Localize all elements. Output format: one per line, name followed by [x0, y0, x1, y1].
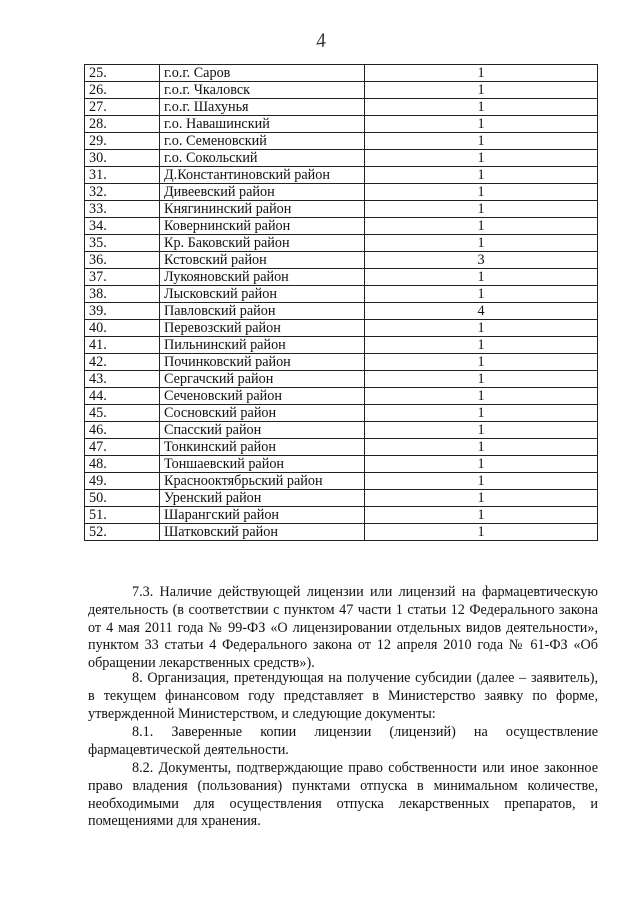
- value-cell: 1: [365, 99, 598, 116]
- row-number-cell: 30.: [85, 150, 160, 167]
- value-cell: 1: [365, 269, 598, 286]
- value-cell: 1: [365, 524, 598, 541]
- value-cell: 1: [365, 354, 598, 371]
- district-name-cell: Лукояновский район: [160, 269, 365, 286]
- value-cell: 1: [365, 167, 598, 184]
- row-number-cell: 43.: [85, 371, 160, 388]
- table-row: [85, 269, 598, 286]
- row-number-cell: 49.: [85, 473, 160, 490]
- row-number-cell: 26.: [85, 82, 160, 99]
- district-name-cell: Ковернинский район: [160, 218, 365, 235]
- value-cell: 1: [365, 371, 598, 388]
- district-name-cell: Уренский район: [160, 490, 365, 507]
- row-number-cell: 44.: [85, 388, 160, 405]
- row-number-cell: 48.: [85, 456, 160, 473]
- district-name-cell: Кстовский район: [160, 252, 365, 269]
- table-row: [85, 439, 598, 456]
- district-name-cell: Краснооктябрьский район: [160, 473, 365, 490]
- value-cell: 1: [365, 218, 598, 235]
- value-cell: 3: [365, 252, 598, 269]
- row-number-cell: 41.: [85, 337, 160, 354]
- value-cell: 1: [365, 337, 598, 354]
- table-row: [85, 473, 598, 490]
- row-number-cell: 33.: [85, 201, 160, 218]
- paragraph-8-2: 8.2. Документы, подтверждающие право собственности или иное законное право владения (пользования) пунктами отпуска в минимальном количестве, необходимыми для осуществления отпуска лекарственных препаратов, и помещениями для хранения.: [88, 760, 598, 830]
- district-name-cell: г.о.г. Саров: [160, 65, 365, 82]
- paragraph-7-3: 7.3. Наличие действующей лицензии или лицензий на фармацевтическую деятельность (в соответствии с пунктом 47 части 1 статьи 12 Федерального закона от 4 мая 2011 года № 99-ФЗ «О лицензировании отдельных видов деятельности», пунктом 33 статьи 4 Федерального закона от 12 апреля 2010 года № 61-ФЗ «Об обращении лекарственных средств»).: [88, 584, 598, 672]
- row-number-cell: 27.: [85, 99, 160, 116]
- value-cell: 1: [365, 65, 598, 82]
- table-row: [85, 82, 598, 99]
- table-row: [85, 303, 598, 320]
- table-row: [85, 167, 598, 184]
- table-body: [85, 65, 598, 541]
- table-row: [85, 371, 598, 388]
- district-name-cell: Дивеевский район: [160, 184, 365, 201]
- row-number-cell: 51.: [85, 507, 160, 524]
- row-number-cell: 25.: [85, 65, 160, 82]
- table-row: [85, 354, 598, 371]
- district-name-cell: г.о.г. Чкаловск: [160, 82, 365, 99]
- district-name-cell: Сосновский район: [160, 405, 365, 422]
- district-name-cell: Тоншаевский район: [160, 456, 365, 473]
- table-row: [85, 320, 598, 337]
- table-row: [85, 235, 598, 252]
- value-cell: 4: [365, 303, 598, 320]
- value-cell: 1: [365, 286, 598, 303]
- district-name-cell: Кр. Баковский район: [160, 235, 365, 252]
- row-number-cell: 31.: [85, 167, 160, 184]
- table-row: [85, 99, 598, 116]
- district-name-cell: Лысковский район: [160, 286, 365, 303]
- value-cell: 1: [365, 116, 598, 133]
- row-number-cell: 45.: [85, 405, 160, 422]
- row-number-cell: 37.: [85, 269, 160, 286]
- district-name-cell: г.о. Навашинский: [160, 116, 365, 133]
- value-cell: 1: [365, 184, 598, 201]
- district-name-cell: Спасский район: [160, 422, 365, 439]
- value-cell: 1: [365, 490, 598, 507]
- district-name-cell: Починковский район: [160, 354, 365, 371]
- table-row: [85, 422, 598, 439]
- page-number: 4: [314, 29, 328, 53]
- value-cell: 1: [365, 439, 598, 456]
- district-name-cell: Княгининский район: [160, 201, 365, 218]
- table-row: [85, 490, 598, 507]
- table-row: [85, 218, 598, 235]
- paragraph-8-1: 8.1. Заверенные копии лицензии (лицензий) на осуществление фармацевтической деятельности.: [88, 724, 598, 758]
- value-cell: 1: [365, 422, 598, 439]
- row-number-cell: 47.: [85, 439, 160, 456]
- district-name-cell: Тонкинский район: [160, 439, 365, 456]
- row-number-cell: 34.: [85, 218, 160, 235]
- table-row: [85, 133, 598, 150]
- value-cell: 1: [365, 388, 598, 405]
- table-row: [85, 405, 598, 422]
- table-row: [85, 201, 598, 218]
- table-row: [85, 337, 598, 354]
- district-name-cell: Сеченовский район: [160, 388, 365, 405]
- row-number-cell: 39.: [85, 303, 160, 320]
- table-row: [85, 524, 598, 541]
- row-number-cell: 42.: [85, 354, 160, 371]
- district-name-cell: Перевозский район: [160, 320, 365, 337]
- row-number-cell: 29.: [85, 133, 160, 150]
- value-cell: 1: [365, 405, 598, 422]
- row-number-cell: 36.: [85, 252, 160, 269]
- district-name-cell: Шатковский район: [160, 524, 365, 541]
- district-name-cell: Д.Константиновский район: [160, 167, 365, 184]
- table-row: [85, 286, 598, 303]
- row-number-cell: 52.: [85, 524, 160, 541]
- value-cell: 1: [365, 235, 598, 252]
- table-row: [85, 507, 598, 524]
- table-row: [85, 150, 598, 167]
- value-cell: 1: [365, 507, 598, 524]
- row-number-cell: 28.: [85, 116, 160, 133]
- value-cell: 1: [365, 133, 598, 150]
- table-row: [85, 388, 598, 405]
- district-name-cell: г.о. Семеновский: [160, 133, 365, 150]
- table-row: [85, 184, 598, 201]
- district-name-cell: г.о. Сокольский: [160, 150, 365, 167]
- district-name-cell: Шарангский район: [160, 507, 365, 524]
- value-cell: 1: [365, 320, 598, 337]
- row-number-cell: 50.: [85, 490, 160, 507]
- value-cell: 1: [365, 456, 598, 473]
- row-number-cell: 38.: [85, 286, 160, 303]
- districts-table: [84, 64, 598, 541]
- value-cell: 1: [365, 473, 598, 490]
- table-row: [85, 65, 598, 82]
- value-cell: 1: [365, 201, 598, 218]
- row-number-cell: 32.: [85, 184, 160, 201]
- district-name-cell: Пильнинский район: [160, 337, 365, 354]
- table-row: [85, 252, 598, 269]
- district-name-cell: г.о.г. Шахунья: [160, 99, 365, 116]
- table-row: [85, 456, 598, 473]
- value-cell: 1: [365, 82, 598, 99]
- row-number-cell: 46.: [85, 422, 160, 439]
- row-number-cell: 40.: [85, 320, 160, 337]
- paragraph-8: 8. Организация, претендующая на получение субсидии (далее – заявитель), в текущем финансовом году представляет в Министерство заявку по форме, утвержденной Министерством, и следующие документы:: [88, 670, 598, 722]
- district-name-cell: Павловский район: [160, 303, 365, 320]
- value-cell: 1: [365, 150, 598, 167]
- table-row: [85, 116, 598, 133]
- row-number-cell: 35.: [85, 235, 160, 252]
- district-name-cell: Сергачский район: [160, 371, 365, 388]
